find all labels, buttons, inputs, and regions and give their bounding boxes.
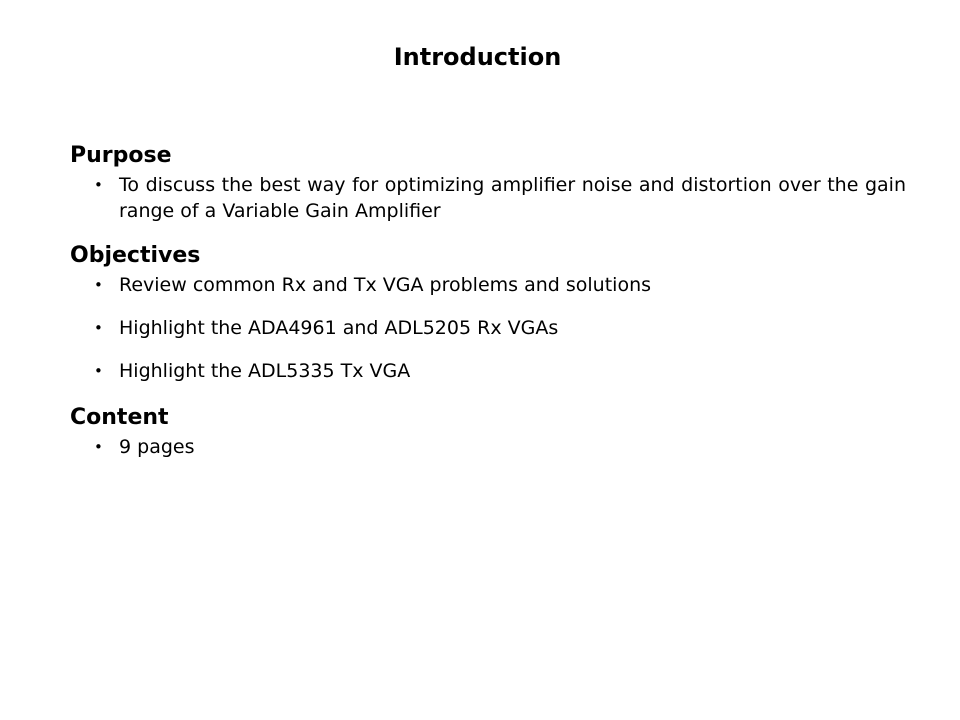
slide-title: Introduction bbox=[393, 43, 562, 71]
section-heading-purpose: Purpose bbox=[70, 143, 172, 168]
bullet-text: 9 pages bbox=[119, 436, 195, 458]
list-item bbox=[70, 358, 906, 384]
purpose-bullet-list bbox=[70, 172, 906, 224]
bullet-icon: • bbox=[94, 319, 103, 337]
section-heading-objectives: Objectives bbox=[70, 243, 201, 268]
content-bullet-list bbox=[70, 434, 906, 460]
bullet-text: Highlight the ADA4961 and ADL5205 Rx VGAs bbox=[119, 317, 559, 339]
list-item bbox=[70, 434, 906, 460]
bullet-text: To discuss the best way for optimizing amplifier noise and distortion over the gain range of a Variable Gain Amplifier bbox=[119, 174, 906, 222]
bullet-text: Highlight the ADL5335 Tx VGA bbox=[119, 360, 411, 382]
section-heading-content: Content bbox=[70, 405, 169, 430]
bullet-icon: • bbox=[94, 176, 103, 194]
bullet-icon: • bbox=[94, 362, 103, 380]
list-item bbox=[70, 172, 906, 224]
bullet-text: Review common Rx and Tx VGA problems and solutions bbox=[119, 274, 652, 296]
list-item bbox=[70, 315, 906, 341]
bullet-icon: • bbox=[94, 276, 103, 294]
list-item bbox=[70, 272, 906, 298]
objectives-bullet-list bbox=[70, 272, 906, 384]
slide-content bbox=[70, 140, 906, 474]
bullet-icon: • bbox=[94, 438, 103, 456]
